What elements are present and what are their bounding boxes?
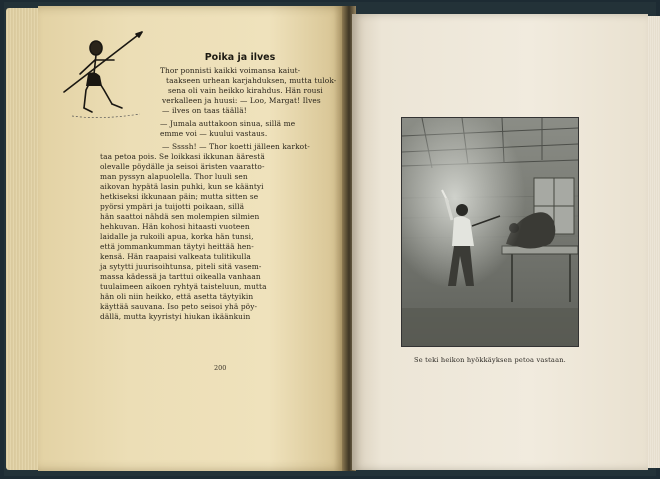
text-line: taakseen urhean karjahduksen, mutta tulok-	[166, 76, 337, 85]
plate-caption: Se teki heikon hyökkäyksen petoa vastaan.	[414, 356, 566, 364]
text-line: tuulaimeen aikoen ryhtyä taisteluun, mutta	[100, 282, 267, 291]
boy-fighting-lynx-illustration	[402, 118, 578, 346]
text-line: käyttää sauvana. Iso peto seisoi yhä pöy-	[100, 302, 258, 311]
text-line: taa petoa pois. Se loikkasi ikkunan äärestä	[100, 152, 265, 161]
text-line: — Ssssh! — Thor koetti jälleen karkot-	[162, 142, 310, 151]
text-line: — ilves on taas täällä!	[162, 106, 247, 115]
text-line: massa kädessä ja tarttui oikealla vanhaan	[100, 272, 261, 281]
text-line: sena oli vain heikko kirahdus. Hän rousi	[168, 86, 323, 95]
text-line: Thor ponnisti kaikki voimansa kaiut-	[160, 66, 301, 75]
boy-with-spear-illustration	[62, 30, 152, 150]
text-line: hän oli niin heikko, että asetta täytyikin	[100, 292, 254, 301]
right-page-edges	[648, 16, 660, 468]
chapter-title: Poika ja ilves	[204, 52, 276, 63]
text-line: aikovan hypätä lasin puhki, kun se kääntyi	[100, 182, 264, 191]
text-line: olevalle pöydälle ja seisoi äristen vaaratto-	[100, 162, 265, 171]
text-line: että jommankumman täytyi heittää hen-	[100, 242, 254, 251]
text-line: pyörsi ympäri ja tuijotti poikaan, sillä	[100, 202, 245, 211]
text-line: verkalleen ja huusi: — Loo, Margat! Ilves	[162, 96, 321, 105]
text-line: hehkuvan. Hän kohosi hitaasti vuoteen	[100, 222, 250, 231]
text-line: hän saattoi nähdä sen molempien silmien	[100, 212, 260, 221]
illustration-plate	[401, 117, 579, 347]
page-number: 200	[214, 364, 227, 372]
text-line: dällä, mutta kyyristyi hiukan ikäänkuin	[100, 312, 251, 321]
text-line: laidalle ja rukoili apua, korka hän tunsi,	[100, 232, 254, 241]
text-line: kensä. Hän raapaisi valkeata tulitikulla	[100, 252, 251, 261]
text-line: ja sytytti juurisoihtunsa, piteli sitä vasem-	[100, 262, 262, 271]
text-line: hetkiseksi ikkunaan päin; mutta sitten se	[100, 192, 259, 201]
text-line: emme voi — kuului vastaus.	[160, 129, 268, 138]
text-line: — Jumala auttakoon sinua, sillä me	[160, 119, 296, 128]
text-line: man pyssyn alapuolella. Thor luuli sen	[100, 172, 248, 181]
